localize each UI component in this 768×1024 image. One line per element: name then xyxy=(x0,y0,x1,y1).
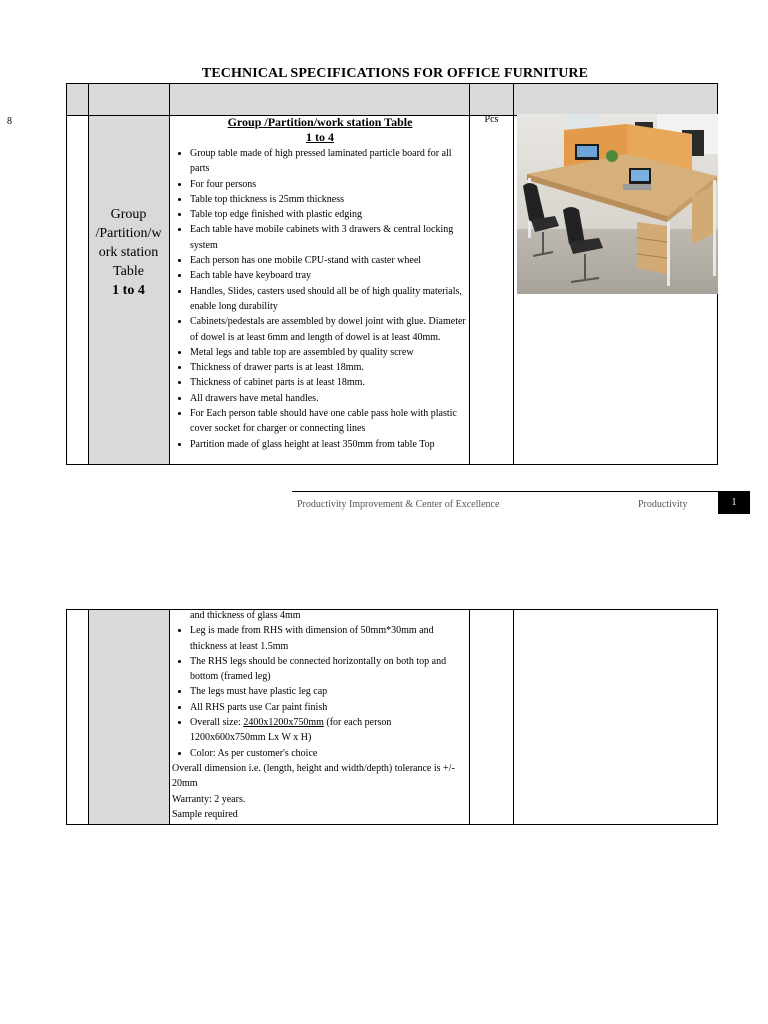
overall-size-detail: (for each person 1200x600x750mm Lx W x H) xyxy=(190,717,392,744)
spec-list-page2-extra xyxy=(172,715,468,761)
col-divider xyxy=(169,84,170,464)
spec-item: • Metal legs and table top are assembled by quality screw xyxy=(190,345,468,360)
col-divider xyxy=(469,610,470,824)
spec-item: • Leg is made from RHS with dimension of 50mm*30mm and thickness at least 1.5mm xyxy=(190,623,468,654)
group-range: 1 to 4 xyxy=(112,283,145,298)
spec-item: • Group table made of high pressed laminated particle board for all parts xyxy=(190,146,468,177)
spec-item: • All drawers have metal handles. xyxy=(190,391,468,406)
header-row xyxy=(67,84,717,115)
spec-item: • Table top edge finished with plastic edging xyxy=(190,207,468,222)
group-name-line: ork station xyxy=(98,245,159,260)
spec-item: • Handles, Slides, casters used should all be of high quality materials, enable long durability xyxy=(190,284,468,315)
footer-right-text: Productivity xyxy=(638,499,688,510)
description-cell-continued xyxy=(172,608,468,822)
spec-item: • Color: As per customer's choice xyxy=(190,746,468,761)
footer-rule xyxy=(292,491,718,492)
spec-item: • Each table have keyboard tray xyxy=(190,268,468,283)
col-divider xyxy=(88,610,89,824)
item-subheading: 1 to 4 xyxy=(306,130,334,144)
spec-item: • Each table have mobile cabinets with 3 drawers & central locking system xyxy=(190,222,468,253)
spec-item: • Thickness of cabinet parts is at least 18mm. xyxy=(190,375,468,390)
spec-item: • Each person has one mobile CPU-stand with caster wheel xyxy=(190,253,468,268)
spec-item: • The legs must have plastic leg cap xyxy=(190,684,468,699)
spec-item: • The RHS legs should be connected horizontally on both top and bottom (framed leg) xyxy=(190,654,468,685)
serial-number: 8 xyxy=(7,116,12,127)
sample-text: Sample required xyxy=(172,808,238,820)
overall-size-label: Overall size: xyxy=(190,717,244,729)
group-name-line: Table xyxy=(113,264,144,279)
spec-list-page1 xyxy=(172,146,468,452)
col-divider xyxy=(469,84,470,464)
spec-item: • Table top thickness is 25mm thickness xyxy=(190,192,468,207)
group-name-label xyxy=(88,205,169,300)
footer-left-text: Productivity Improvement & Center of Excellence xyxy=(297,499,500,510)
description-cell xyxy=(172,115,468,452)
tolerance-text: Overall dimension i.e. (length, height and width/depth) tolerance is +/- 20mm xyxy=(172,762,455,790)
group-column-shade xyxy=(88,610,169,824)
col-divider xyxy=(513,610,514,824)
group-name-line: Group xyxy=(110,207,147,222)
spec-list-page2 xyxy=(172,623,468,715)
warranty-text: Warranty: 2 years. xyxy=(172,793,246,805)
spec-item: • Partition made of glass height at least 350mm from table Top xyxy=(190,437,468,452)
continuation-text: and thickness of glass 4mm xyxy=(190,610,301,621)
item-heading: Group /Partition/work station Table xyxy=(227,115,413,129)
spec-item: • Thickness of drawer parts is at least 18mm. xyxy=(190,360,468,375)
page-number: 1 xyxy=(718,491,750,514)
spec-item: • For Each person table should have one cable pass hole with plastic cover socket for charger or connecting lines xyxy=(190,406,468,437)
spec-item: • Cabinets/pedestals are assembled by dowel joint with glue. Diameter of dowel is at least 6mm and length of dowel is at least 40mm. xyxy=(190,314,468,345)
col-divider xyxy=(169,610,170,824)
spec-item: • For four persons xyxy=(190,177,468,192)
group-name-line: /Partition/w xyxy=(95,226,162,241)
col-divider xyxy=(513,84,514,464)
workstation-table-photo xyxy=(517,114,718,294)
document-title: TECHNICAL SPECIFICATIONS FOR OFFICE FURNITURE xyxy=(201,66,589,81)
spec-item xyxy=(190,715,468,746)
overall-size-value: 2400x1200x750mm xyxy=(243,717,324,729)
unit-cell: Pcs xyxy=(484,114,499,125)
spec-item: • All RHS parts use Car paint finish xyxy=(190,700,468,715)
